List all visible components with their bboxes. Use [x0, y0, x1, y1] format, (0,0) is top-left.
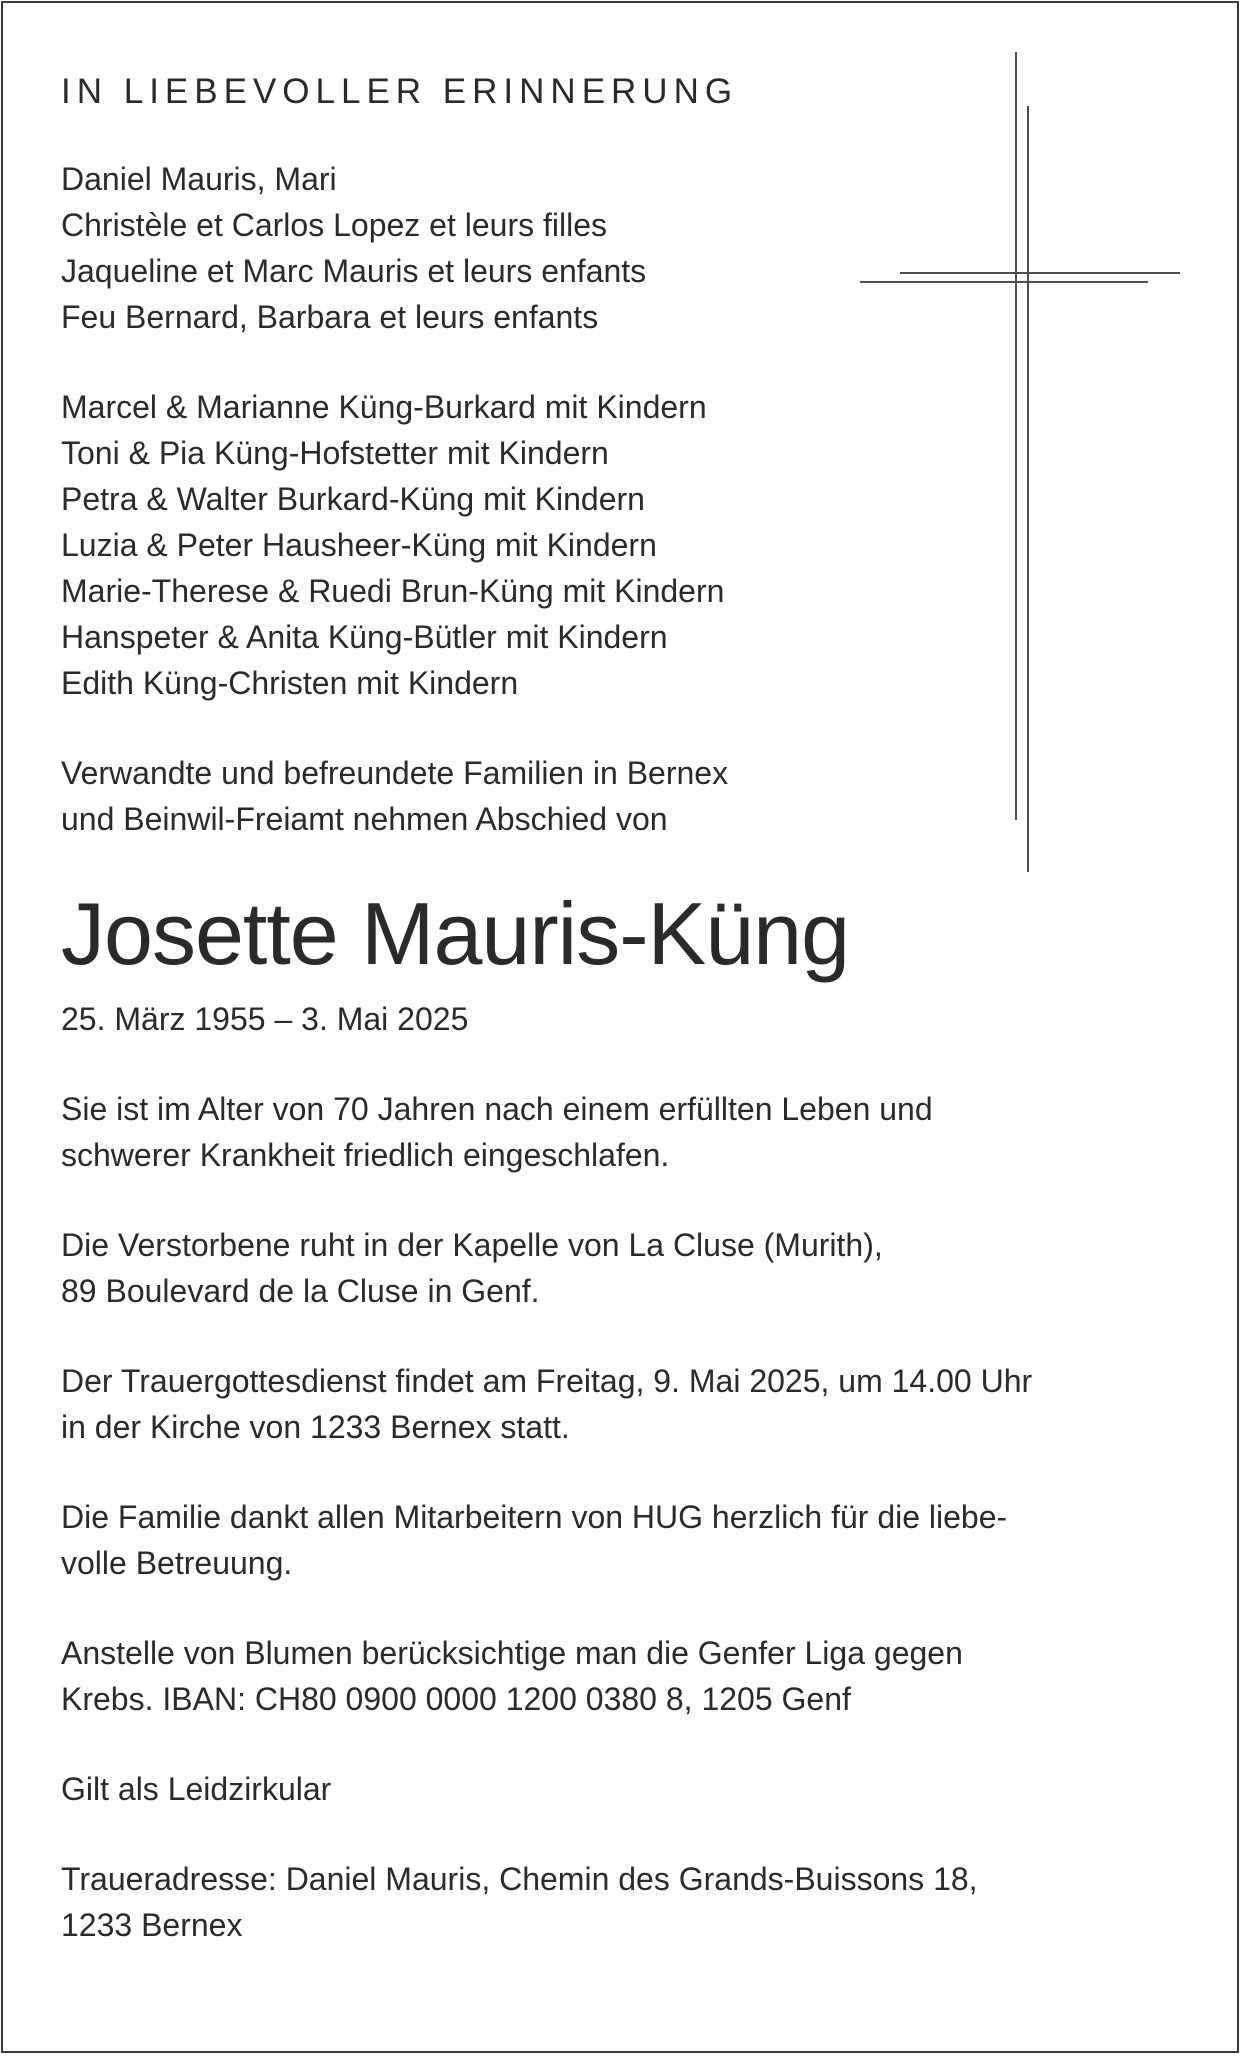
paragraph-thanks: Die Familie dankt allen Mitarbeitern von HUG herzlich für die liebe- volle Betreuung. [61, 1499, 1008, 1581]
farewell-line: und Beinwil-Freiamt nehmen Abschied von [61, 801, 668, 837]
mourner-line: Marcel & Marianne Küng-Burkard mit Kindern [61, 389, 707, 425]
paragraph-passing: Sie ist im Alter von 70 Jahren nach einem erfüllten Leben und schwerer Krankheit friedlich eingeschlafen. [61, 1091, 933, 1173]
farewell-text [61, 750, 1191, 842]
deceased-name: Josette Mauris-Küng [61, 884, 850, 983]
mourner-line: Jaqueline et Marc Mauris et leurs enfants [61, 253, 647, 289]
mourner-line: Hanspeter & Anita Küng-Bütler mit Kindern [61, 619, 668, 655]
obituary-content [61, 68, 1191, 1948]
paragraph-donation: Anstelle von Blumen berücksichtige man die Genfer Liga gegen Krebs. IBAN: CH80 0900 0000 1200 0380 8, 1205 Genf [61, 1635, 963, 1717]
mourner-line: Feu Bernard, Barbara et leurs enfants [61, 299, 599, 335]
mourner-line: Petra & Walter Burkard-Küng mit Kindern [61, 481, 645, 517]
paragraph-address: Traueradresse: Daniel Mauris, Chemin des Grands-Buissons 18, 1233 Bernex [61, 1861, 978, 1943]
mourner-line: Edith Küng-Christen mit Kindern [61, 665, 519, 701]
paragraph-resting-place: Die Verstorbene ruht in der Kapelle von La Cluse (Murith), 89 Boulevard de la Cluse in Genf. [61, 1227, 883, 1309]
mourner-line: Daniel Mauris, Mari [61, 161, 337, 197]
mourner-line: Luzia & Peter Hausheer-Küng mit Kindern [61, 527, 657, 563]
mourner-line: Marie-Therese & Ruedi Brun-Küng mit Kindern [61, 573, 725, 609]
sibling-mourners [61, 384, 1191, 706]
paragraph-circular: Gilt als Leidzirkular [61, 1771, 332, 1807]
farewell-line: Verwandte und befreundete Familien in Bernex [61, 755, 729, 791]
mourner-line: Toni & Pia Küng-Hofstetter mit Kindern [61, 435, 609, 471]
family-mourners [61, 156, 1191, 340]
mourner-line: Christèle et Carlos Lopez et leurs filles [61, 207, 608, 243]
life-dates: 25. März 1955 – 3. Mai 2025 [61, 1001, 469, 1037]
paragraph-service: Der Trauergottesdienst findet am Freitag, 9. Mai 2025, um 14.00 Uhr in der Kirche von 1233 Bernex statt. [61, 1363, 1033, 1445]
memorial-heading: IN LIEBEVOLLER ERINNERUNG [61, 72, 739, 111]
